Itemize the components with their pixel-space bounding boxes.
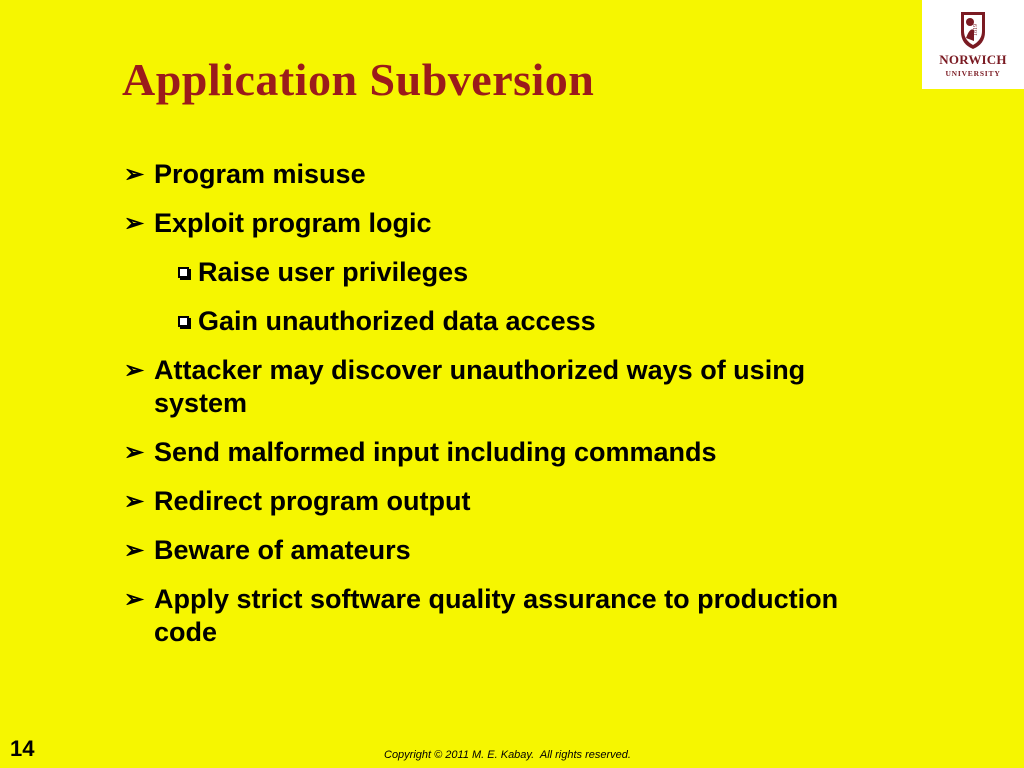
logo-name-line2: UNIVERSITY (945, 69, 1001, 78)
square-bullet-icon (178, 267, 189, 278)
bullet-item (122, 207, 902, 240)
bullet-text: Redirect program output (154, 486, 471, 516)
bullet-item (122, 436, 902, 469)
bullet-item (122, 158, 902, 191)
bullet-item (122, 583, 902, 649)
svg-text:1819: 1819 (973, 24, 979, 36)
slide-title: Application Subversion (122, 54, 595, 105)
bullet-item (122, 534, 902, 567)
sub-bullet-item (122, 305, 902, 338)
bullet-text: Beware of amateurs (154, 535, 411, 565)
logo-name-line1: NORWICH (939, 52, 1007, 67)
norwich-university-logo (922, 0, 1024, 89)
arrow-bullet-icon: ➢ (124, 161, 145, 188)
bullet-text: Raise user privileges (198, 257, 469, 287)
arrow-bullet-icon: ➢ (124, 537, 145, 564)
arrow-bullet-icon: ➢ (124, 488, 145, 515)
bullet-text: Gain unauthorized data access (198, 306, 596, 336)
square-bullet-icon (178, 316, 189, 327)
arrow-bullet-icon: ➢ (124, 357, 145, 384)
bullet-text: Apply strict software quality assurance to production code (154, 584, 839, 647)
bullet-item (122, 485, 902, 518)
arrow-bullet-icon: ➢ (124, 439, 145, 466)
bullet-text: Attacker may discover unauthorized ways of using system (154, 355, 806, 418)
bullet-text: Send malformed input including commands (154, 437, 717, 467)
arrow-bullet-icon: ➢ (124, 586, 145, 613)
bullet-text: Program misuse (154, 159, 366, 189)
bullet-list (122, 158, 902, 665)
copyright-notice: Copyright © 2011 M. E. Kabay. All rights reserved. (384, 749, 631, 761)
seal-icon (958, 8, 988, 50)
sub-bullet-item (122, 256, 902, 289)
page-number: 14 (10, 736, 35, 761)
arrow-bullet-icon: ➢ (124, 210, 145, 237)
bullet-text: Exploit program logic (154, 208, 432, 238)
bullet-item (122, 354, 902, 420)
